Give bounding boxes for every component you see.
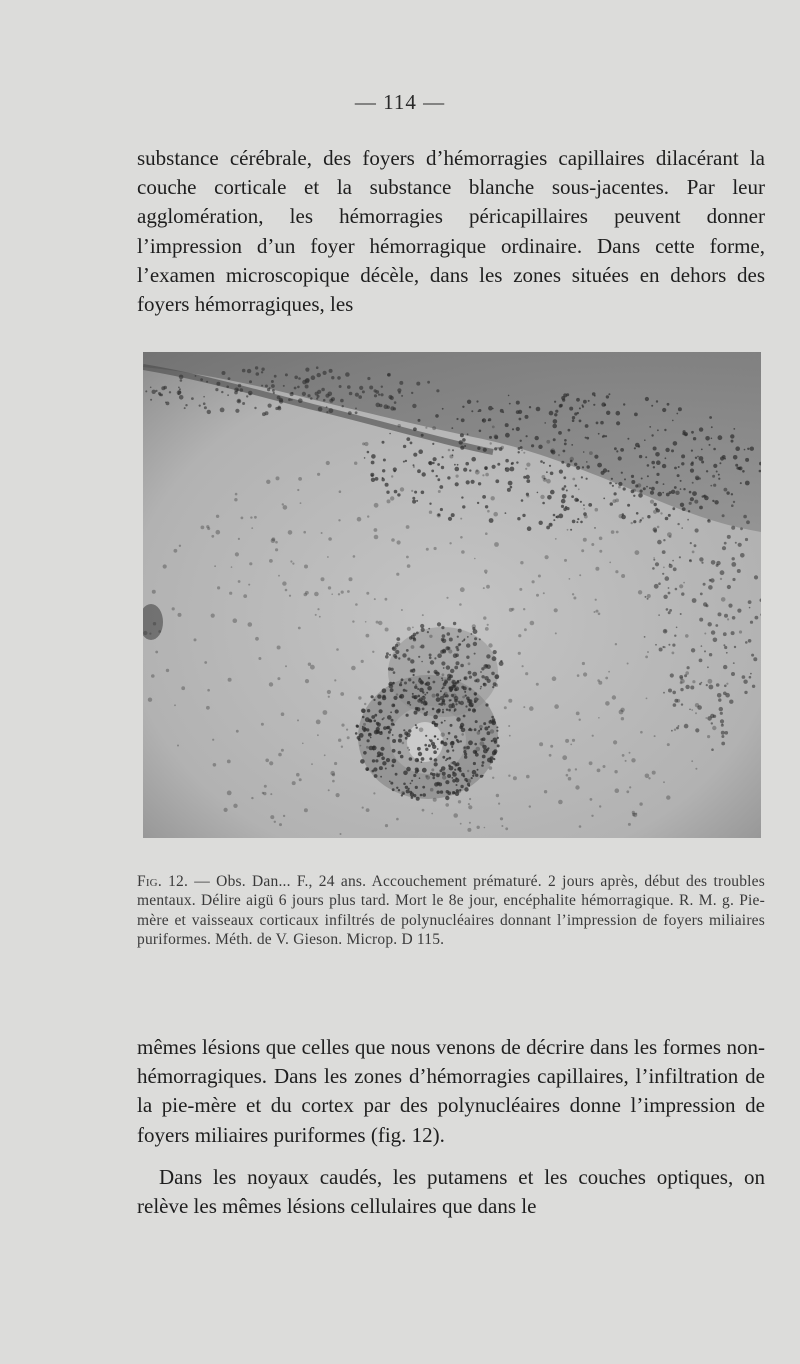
paragraph-bottom: mêmes lésions que celles que nous venons de décrire dans les formes non-hémorragiques. Dans les zones d’hémorragies capillaires, l’infiltration de la pie-mère et du cortex par des polynucléaires donne l’impression de foyers miliaires puriformes (fig. 12). (137, 1035, 765, 1147)
figure-caption-text: 12. — Obs. Dan... F., 24 ans. Accouchement prématuré. 2 jours après, début des troubles mentaux. Délire aigü 6 jours plus tard. Mort le 8e jour, encéphalite hémorragique. R. M. g. Pie-mère et vaisseaux corticaux infiltrés de polynucléaires donnant l’impression de foyers miliaires puriformes. Méth. de V. Gieson. Microp. D 115. (137, 873, 765, 949)
micrograph-image (143, 352, 761, 838)
paragraph-top: substance cérébrale, des foyers d’hémorragies capillaires dilacérant la couche corticale et la substance blanche sous-jacentes. Par leur agglomération, les hémorragies péricapillaires peuvent donner l’impression d’un foyer hémorragique ordinaire. Dans cette forme, l’examen microscopique décèle, dans les zones situées en dehors des foyers hémorragiques, les (137, 146, 765, 317)
micrograph-figure (143, 352, 761, 838)
paragraph-last: Dans les noyaux caudés, les putamens et les couches optiques, on relève les mêmes lésions cellulaires que dans le (137, 1165, 765, 1219)
figure-caption (137, 872, 765, 950)
figure-label: Fig. (137, 873, 162, 890)
page-number: — 114 — (354, 90, 446, 114)
